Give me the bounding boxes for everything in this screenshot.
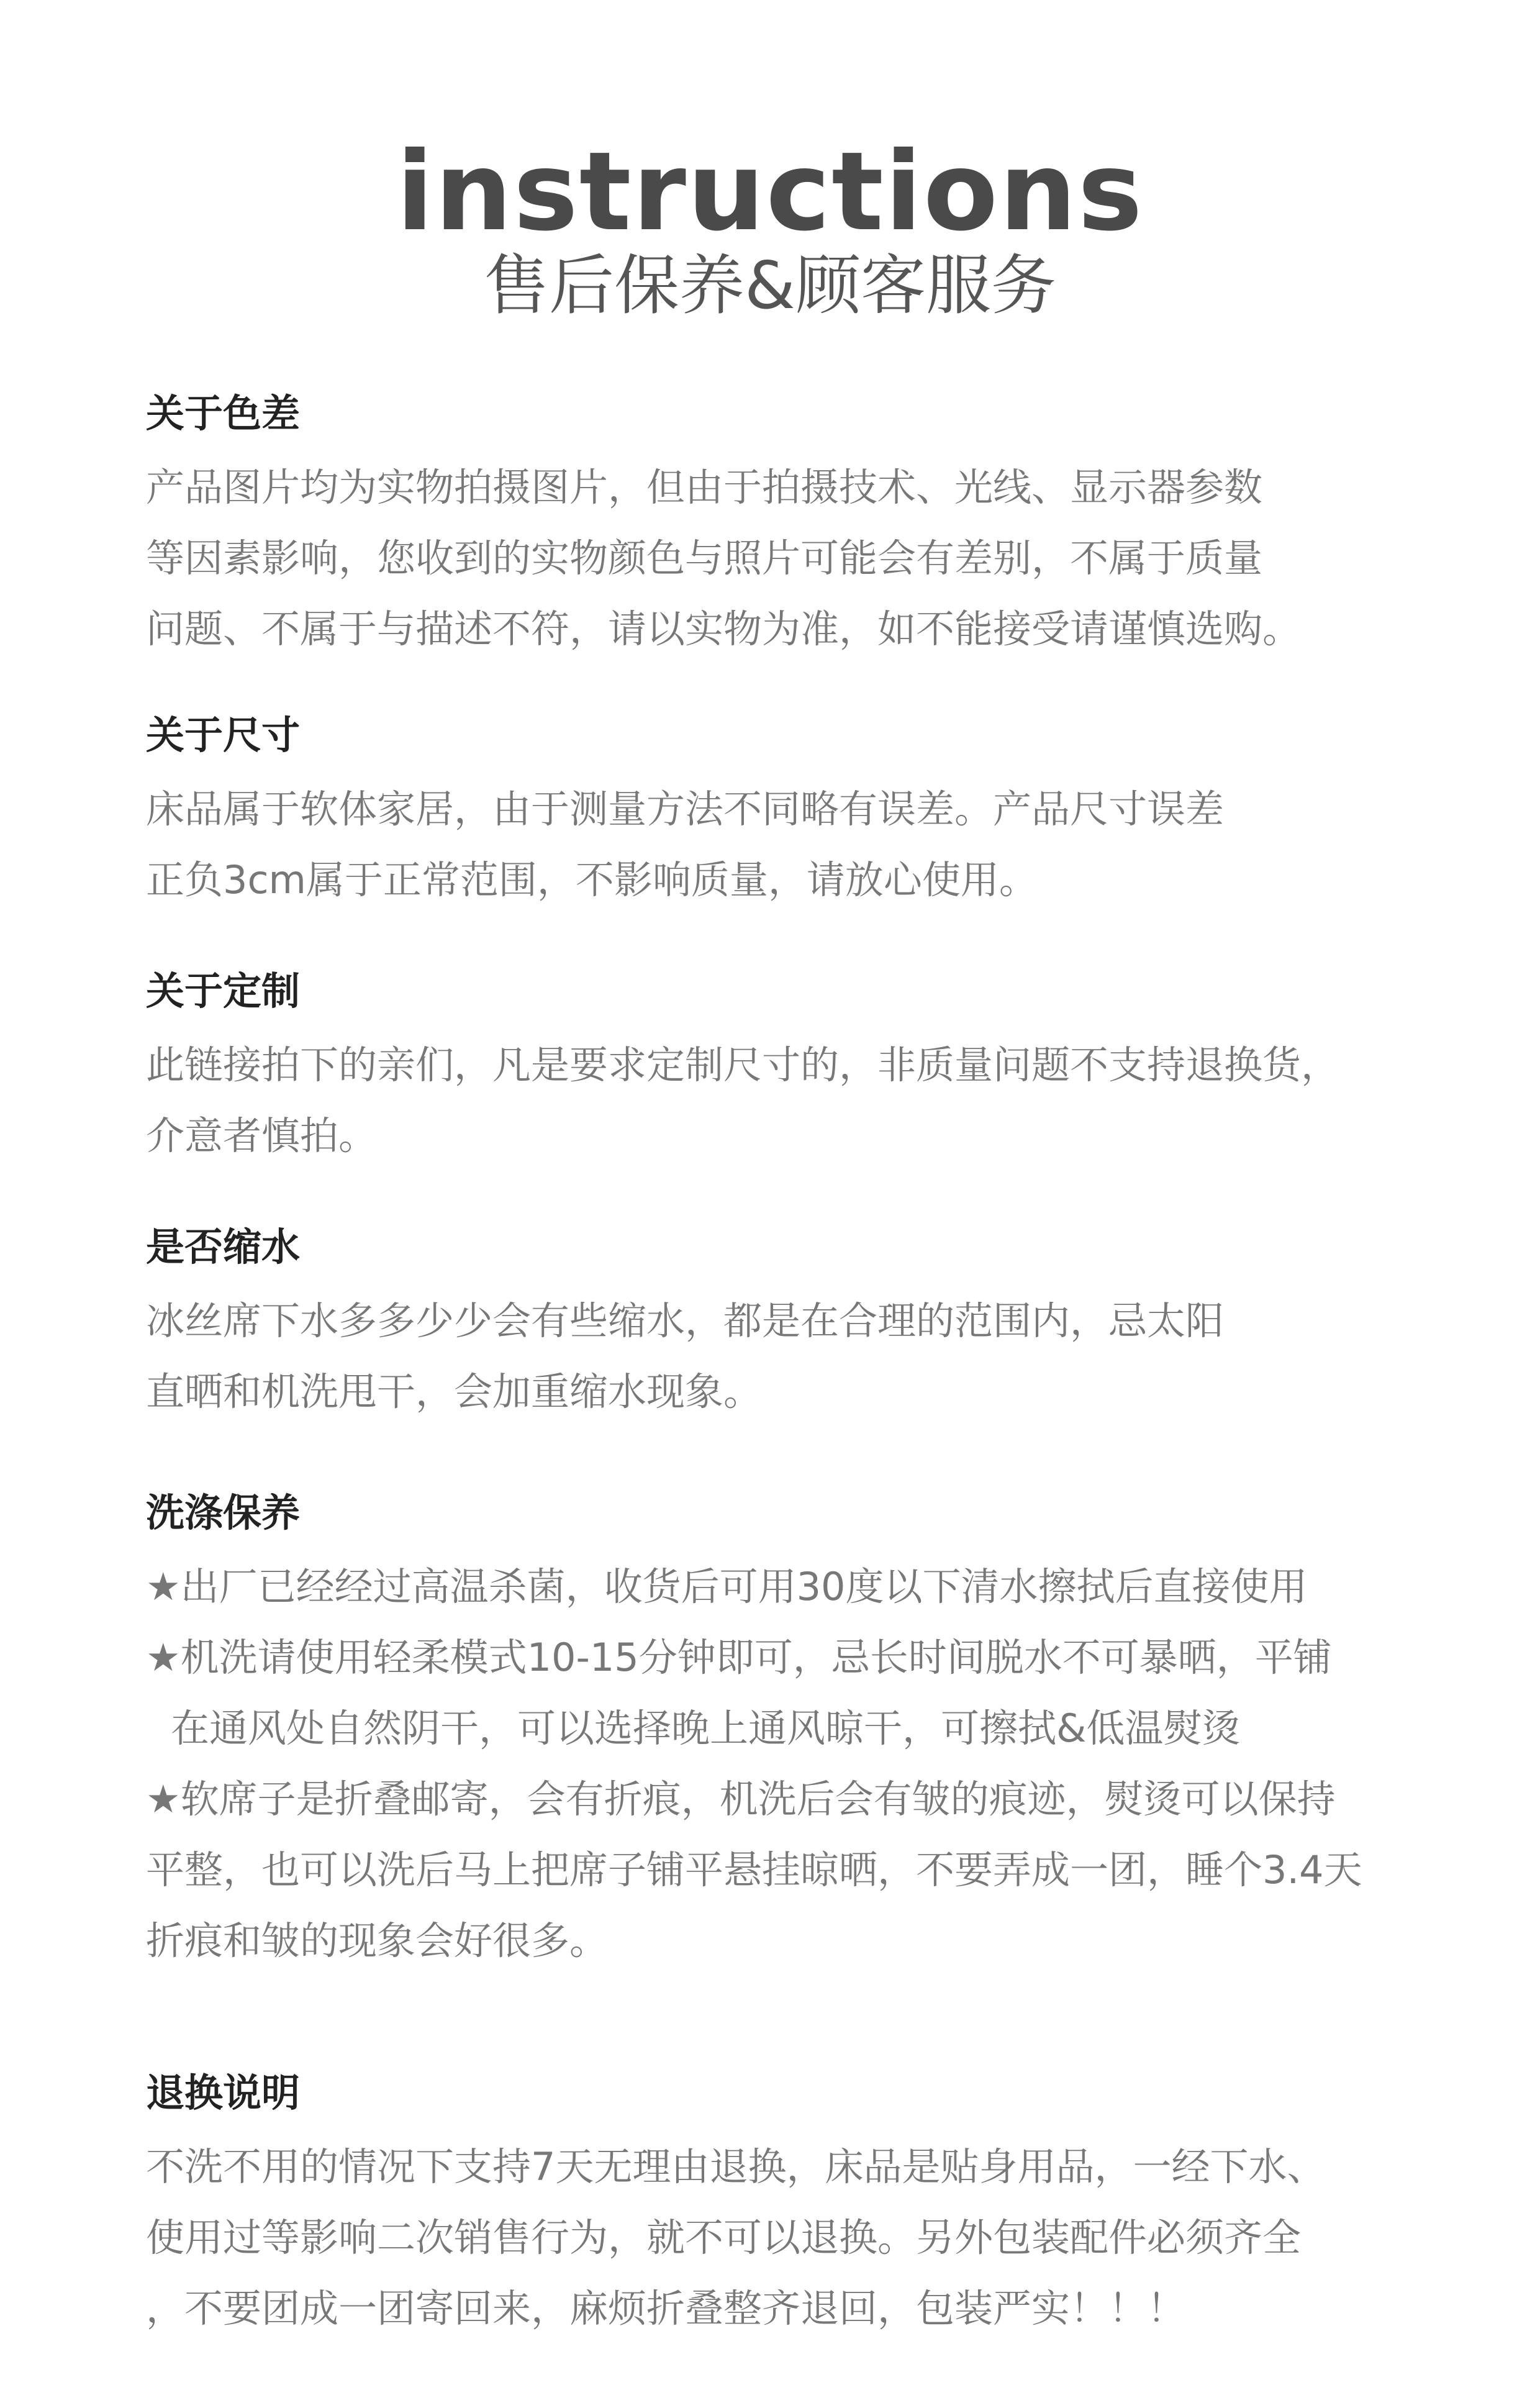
section-text-line: 折痕和皱的现象会好很多。 <box>146 1918 609 1963</box>
section-washing-care <box>146 1488 1462 1976</box>
section-heading: 退换说明 <box>146 2070 301 2115</box>
section-size <box>146 711 1462 915</box>
section-text-line: ★软席子是折叠邮寄，会有折痕，机洗后会有皱的痕迹，熨烫可以保持 <box>146 1776 1336 1822</box>
section-text-line: ★出厂已经经过高温杀菌，收货后可用30度以下清水擦拭后直接使用 <box>146 1564 1308 1609</box>
section-text-line: 使用过等影响二次销售行为，就不可以退换。另外包装配件必须齐全 <box>146 2215 1302 2260</box>
section-text-line: 冰丝席下水多多少少会有些缩水，都是在合理的范围内，忌太阳 <box>146 1298 1225 1343</box>
section-text-line: ★机洗请使用轻柔模式10-15分钟即可，忌长时间脱水不可暴晒，平铺 <box>146 1635 1332 1680</box>
section-heading: 关于尺寸 <box>146 712 301 758</box>
section-text-line: 平整，也可以洗后马上把席子铺平悬挂晾晒，不要弄成一团，睡个3.4天 <box>146 1847 1362 1892</box>
section-customization <box>146 966 1462 1171</box>
section-text-line: 床品属于软体家居，由于测量方法不同略有误差。产品尺寸误差 <box>146 786 1225 832</box>
page-title-chinese: 售后保养&顾客服务 <box>484 248 1056 324</box>
section-heading: 是否缩水 <box>146 1224 301 1270</box>
section-heading: 关于色差 <box>146 391 301 436</box>
section-heading: 关于定制 <box>146 968 301 1014</box>
section-text-line: 不洗不用的情况下支持7天无理由退换，床品是贴身用品，一经下水、 <box>146 2144 1326 2189</box>
section-text-line: 问题、不属于与描述不符，请以实物为准，如不能接受请谨慎选购。 <box>146 606 1302 652</box>
section-text-line: 产品图片均为实物拍摄图片，但由于拍摄技术、光线、显示器参数 <box>146 465 1263 510</box>
section-color-difference <box>146 389 1462 665</box>
section-shrinkage <box>146 1222 1462 1427</box>
section-text-line: 介意者慎拍。 <box>146 1113 378 1158</box>
section-text-line: 在通风处自然阴干，可以选择晚上通风晾干，可擦拭&低温熨烫 <box>171 1706 1241 1751</box>
section-text-line: 此链接拍下的亲们，凡是要求定制尺寸的，非质量问题不支持退换货， <box>146 1042 1340 1088</box>
section-text-line: 等因素影响，您收到的实物颜色与照片可能会有差别，不属于质量 <box>146 535 1263 581</box>
section-text-line: ，不要团成一团寄回来，麻烦折叠整齐退回，包装严实！！！ <box>146 2286 1186 2331</box>
section-return-policy <box>146 2068 1462 2344</box>
section-heading: 洗涤保养 <box>146 1490 301 1535</box>
section-text-line: 正负3cm属于正常范围，不影响质量，请放心使用。 <box>146 857 1038 902</box>
page-title-english: instructions <box>396 129 1144 255</box>
section-text-line: 直晒和机洗甩干，会加重缩水现象。 <box>146 1369 763 1414</box>
